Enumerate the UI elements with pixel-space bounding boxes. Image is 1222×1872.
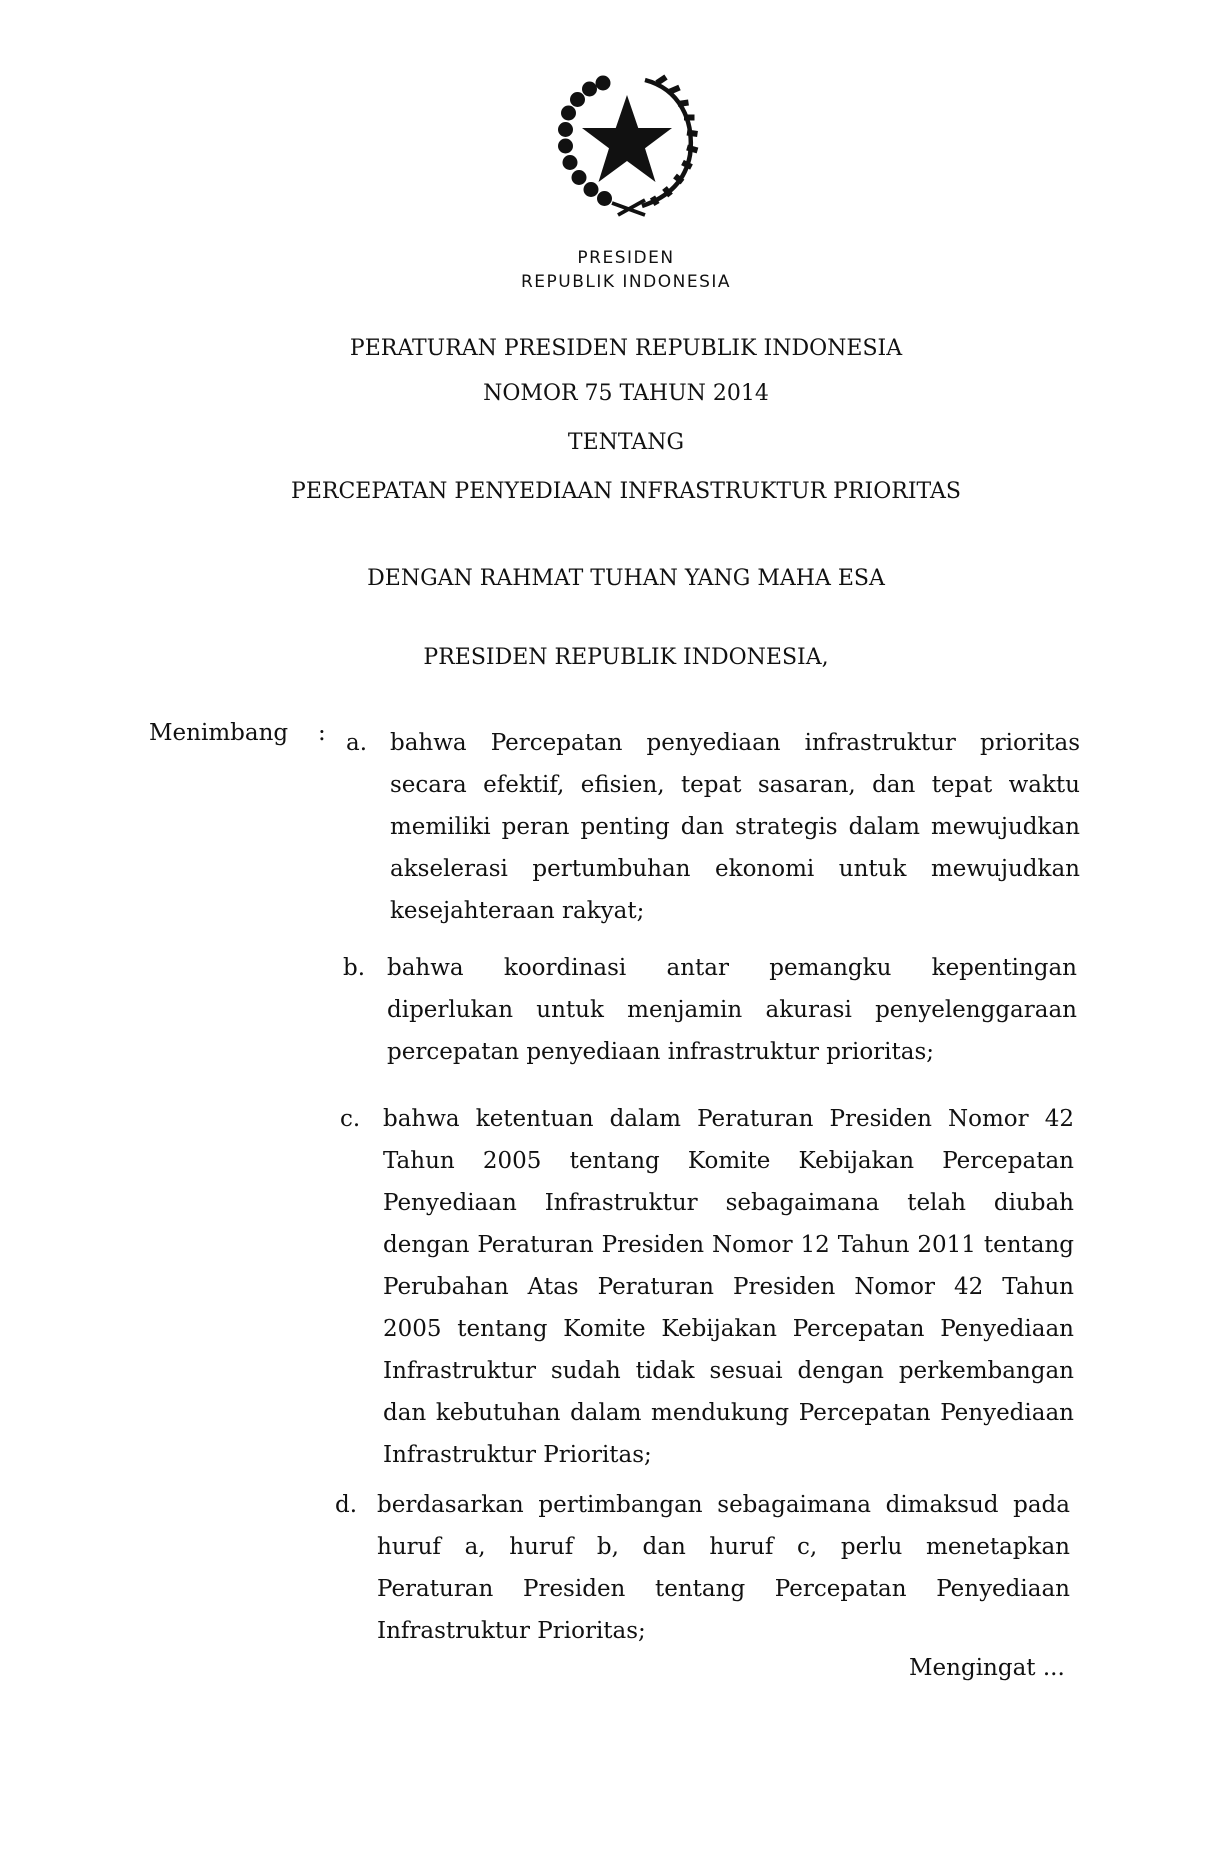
item-letter: b. xyxy=(343,955,366,981)
item-letter: c. xyxy=(340,1106,361,1132)
paragraph-line: akselerasi pertumbuhan ekonomi untuk mewujudkan xyxy=(390,856,1080,882)
regulation-about: TENTANG xyxy=(567,430,685,455)
item-letter: d. xyxy=(335,1492,358,1518)
paragraph-line: Tahun 2005 tentang Komite Kebijakan Percepatan xyxy=(383,1148,1074,1174)
paragraph-line: diperlukan untuk menjamin akurasi penyelenggaraan xyxy=(387,997,1077,1023)
consideration-paragraph xyxy=(377,1484,1070,1652)
paragraph-line: Peraturan Presiden tentang Percepatan Penyediaan xyxy=(377,1576,1070,1602)
menimbang-label: Menimbang xyxy=(149,720,289,746)
invocation: DENGAN RAHMAT TUHAN YANG MAHA ESA xyxy=(367,566,885,591)
menimbang-colon: : xyxy=(318,720,326,746)
header-president: PRESIDEN xyxy=(577,248,675,268)
paragraph-line: berdasarkan pertimbangan sebagaimana dimaksud pada xyxy=(377,1492,1070,1518)
paragraph-line: memiliki peran penting dan strategis dalam mewujudkan xyxy=(390,814,1080,840)
paragraph-line: Perubahan Atas Peraturan Presiden Nomor 42 Tahun xyxy=(383,1274,1074,1300)
paragraph-line: bahwa ketentuan dalam Peraturan Presiden Nomor 42 xyxy=(383,1106,1074,1132)
paragraph-line: percepatan penyediaan infrastruktur prioritas; xyxy=(387,1039,935,1065)
regulation-title: PERATURAN PRESIDEN REPUBLIK INDONESIA xyxy=(349,336,903,361)
paragraph-line: 2005 tentang Komite Kebijakan Percepatan Penyediaan xyxy=(383,1316,1074,1342)
paragraph-line: dan kebutuhan dalam mendukung Percepatan Penyediaan xyxy=(383,1400,1074,1426)
consideration-paragraph xyxy=(390,722,1080,932)
paragraph-line: huruf a, huruf b, dan huruf c, perlu menetapkan xyxy=(377,1534,1070,1560)
header-republic: REPUBLIK INDONESIA xyxy=(520,272,732,292)
regulation-subject: PERCEPATAN PENYEDIAAN INFRASTRUKTUR PRIORITAS xyxy=(291,479,961,504)
issuer: PRESIDEN REPUBLIK INDONESIA, xyxy=(423,645,829,670)
paragraph-line: secara efektif, efisien, tepat sasaran, dan tepat waktu xyxy=(390,772,1080,798)
consideration-paragraph xyxy=(383,1098,1074,1476)
paragraph-line: bahwa koordinasi antar pemangku kepentingan xyxy=(387,955,1077,981)
paragraph-line: Infrastruktur Prioritas; xyxy=(377,1618,646,1644)
paragraph-line: Infrastruktur Prioritas; xyxy=(383,1442,652,1468)
consideration-paragraph xyxy=(387,947,1077,1073)
paragraph-line: Infrastruktur sudah tidak sesuai dengan perkembangan xyxy=(383,1358,1074,1384)
paragraph-line: bahwa Percepatan penyediaan infrastruktur prioritas xyxy=(390,730,1080,756)
paragraph-line: kesejahteraan rakyat; xyxy=(390,898,645,924)
paragraph-line: dengan Peraturan Presiden Nomor 12 Tahun 2011 tentang xyxy=(383,1232,1074,1258)
paragraph-line: Penyediaan Infrastruktur sebagaimana telah diubah xyxy=(383,1190,1074,1216)
regulation-number: NOMOR 75 TAHUN 2014 xyxy=(483,381,769,406)
presidential-seal-emblem xyxy=(552,68,702,218)
item-letter: a. xyxy=(346,730,368,756)
continuation-text: Mengingat ... xyxy=(909,1655,1065,1681)
